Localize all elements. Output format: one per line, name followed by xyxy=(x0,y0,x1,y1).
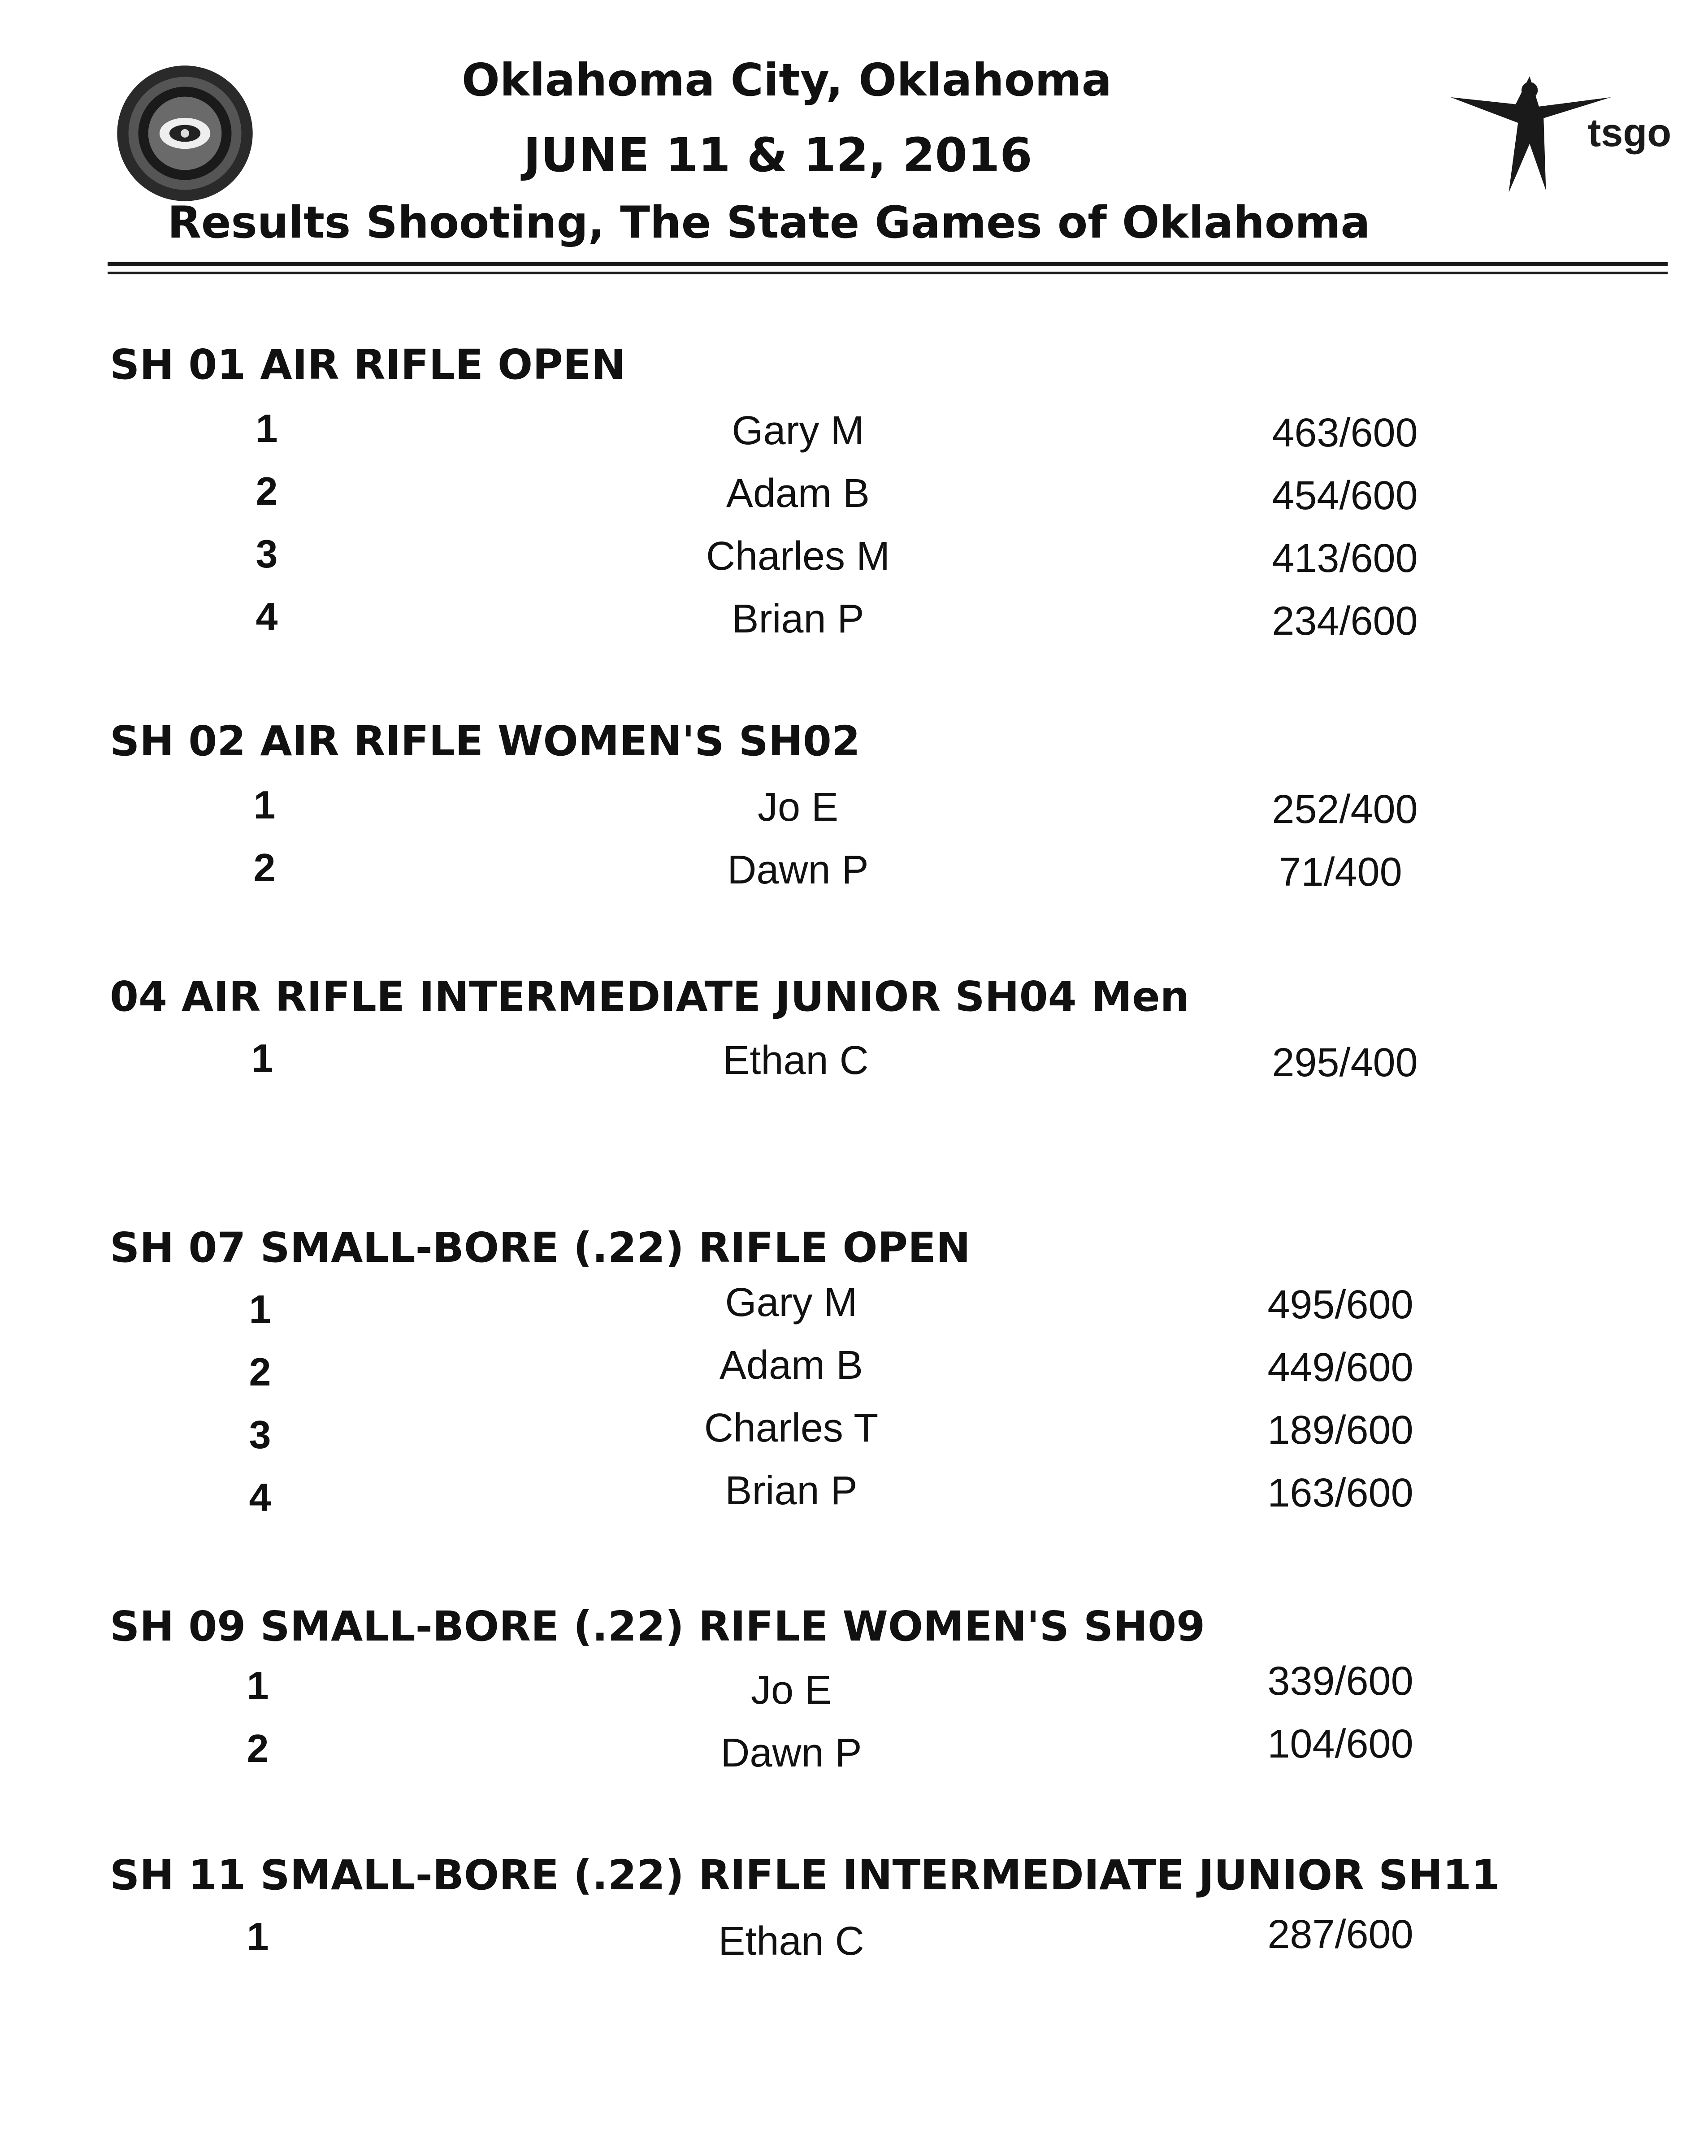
rank: 2 xyxy=(249,1350,271,1394)
rank: 1 xyxy=(251,1036,273,1080)
rank: 4 xyxy=(249,1475,271,1520)
rank: 2 xyxy=(247,1726,269,1771)
tsgo-logo-text: tsgo xyxy=(1587,110,1672,155)
score: 252/400 xyxy=(1272,787,1418,832)
section-title: SH 07 SMALL-BORE (.22) RIFLE OPEN xyxy=(110,1224,971,1272)
competitor-name: Ethan C xyxy=(718,1919,864,1964)
score: 495/600 xyxy=(1267,1282,1413,1327)
competitor-name: Brian P xyxy=(725,1468,858,1513)
score: 104/600 xyxy=(1267,1722,1413,1766)
rank: 1 xyxy=(247,1663,269,1708)
page-dates: JUNE 11 & 12, 2016 xyxy=(523,128,1032,182)
competitor-name: Gary M xyxy=(725,1280,858,1325)
score: 463/600 xyxy=(1272,411,1418,455)
rank: 1 xyxy=(247,1914,269,1959)
competitor-name: Brian P xyxy=(732,597,864,641)
score: 189/600 xyxy=(1267,1408,1413,1453)
score: 287/600 xyxy=(1267,1912,1413,1957)
header-divider-thin xyxy=(108,272,1668,274)
score: 413/600 xyxy=(1272,536,1418,581)
section-title: SH 01 AIR RIFLE OPEN xyxy=(110,341,626,389)
score: 234/600 xyxy=(1272,599,1418,644)
rank: 1 xyxy=(256,406,278,450)
rank: 3 xyxy=(256,532,278,576)
score: 454/600 xyxy=(1272,473,1418,518)
competitor-name: Charles M xyxy=(706,534,890,579)
rank: 3 xyxy=(249,1412,271,1457)
section-title: SH 02 AIR RIFLE WOMEN'S SH02 xyxy=(110,717,860,765)
competitor-name: Jo E xyxy=(750,1668,832,1713)
competitor-name: Dawn P xyxy=(727,848,869,892)
page-city: Oklahoma City, Oklahoma xyxy=(461,54,1112,106)
rank: 2 xyxy=(256,469,278,513)
section-title: 04 AIR RIFLE INTERMEDIATE JUNIOR SH04 Men xyxy=(110,973,1190,1021)
rank: 1 xyxy=(249,1287,271,1331)
section-title: SH 09 SMALL-BORE (.22) RIFLE WOMEN'S SH09 xyxy=(110,1602,1205,1650)
competitor-name: Gary M xyxy=(732,408,864,453)
rank: 4 xyxy=(256,594,278,639)
header-divider-thick xyxy=(108,262,1668,266)
rank: 1 xyxy=(253,783,276,827)
competitor-name: Dawn P xyxy=(720,1731,862,1775)
competitor-name: Charles T xyxy=(704,1406,879,1450)
score: 295/400 xyxy=(1272,1040,1418,1085)
competitor-name: Ethan C xyxy=(723,1038,869,1083)
competitor-name: Adam B xyxy=(726,471,870,516)
score: 339/600 xyxy=(1267,1659,1413,1704)
section-title: SH 11 SMALL-BORE (.22) RIFLE INTERMEDIATE JUNIOR SH11 xyxy=(110,1851,1500,1899)
score: 71/400 xyxy=(1279,850,1402,895)
score: 449/600 xyxy=(1267,1345,1413,1390)
page-title: Results Shooting, The State Games of Oklahoma xyxy=(167,197,1370,248)
score: 163/600 xyxy=(1267,1471,1413,1515)
competitor-name: Jo E xyxy=(757,785,839,830)
competitor-name: Adam B xyxy=(719,1343,863,1388)
rank: 2 xyxy=(253,845,276,890)
